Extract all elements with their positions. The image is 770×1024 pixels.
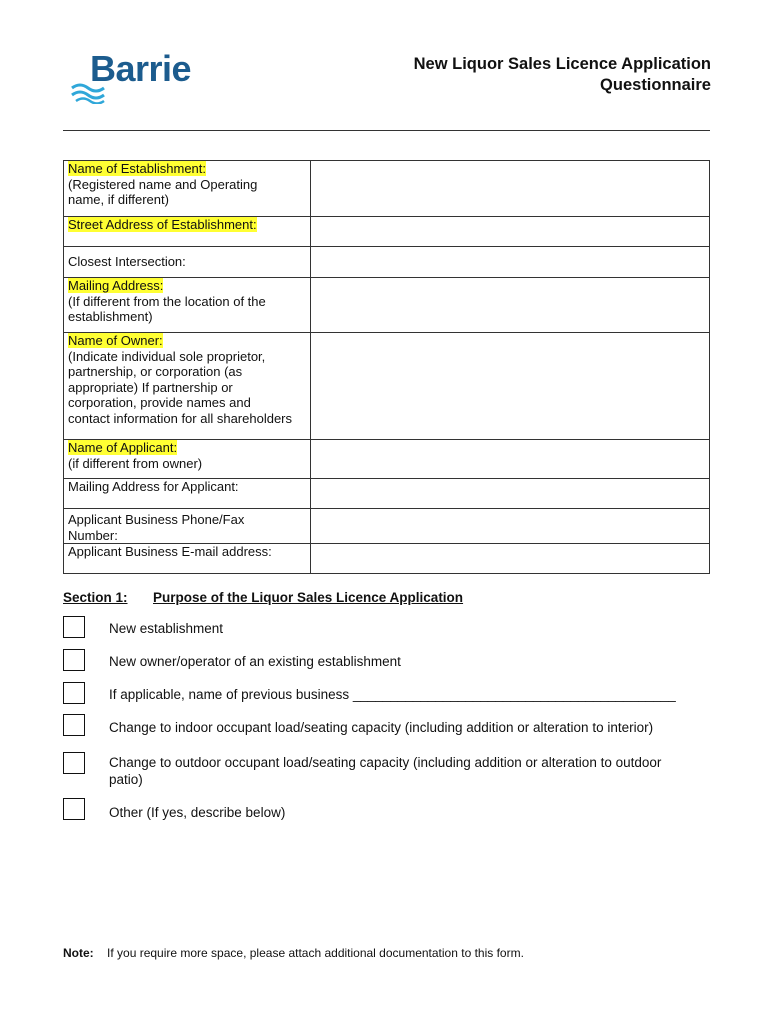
mailing-address-label <box>64 278 311 333</box>
table-row <box>64 247 710 278</box>
table-row <box>64 161 710 217</box>
logo-text: Barrie <box>90 48 192 89</box>
closest-intersection-input[interactable] <box>311 247 710 278</box>
other-checkbox[interactable] <box>63 798 85 820</box>
note-text: If you require more space, please attach additional documentation to this form. <box>107 946 524 960</box>
title-line-1: New Liquor Sales Licence Application <box>413 55 711 73</box>
field-hint: (Indicate individual sole proprietor, <box>68 348 266 364</box>
owner-name-label <box>64 333 311 440</box>
applicant-mailing-input[interactable] <box>311 479 710 509</box>
applicant-email-label <box>64 544 311 574</box>
section-number: Section 1: <box>63 590 128 605</box>
applicant-phone-label <box>64 509 311 544</box>
field-hint: partnership, or corporation (as <box>68 364 243 380</box>
table-row <box>64 479 710 509</box>
option-label: Other (If yes, describe below) <box>109 805 286 820</box>
table-row <box>64 278 710 333</box>
table-row <box>64 509 710 544</box>
closest-intersection-label <box>64 247 311 278</box>
establishment-name-input[interactable] <box>311 161 710 217</box>
field-hint: name, if different) <box>68 192 169 208</box>
indoor-capacity-checkbox[interactable] <box>63 714 85 736</box>
field-label: Applicant Business Phone/Fax <box>68 512 245 527</box>
outdoor-capacity-checkbox[interactable] <box>63 752 85 774</box>
applicant-phone-input[interactable] <box>311 509 710 544</box>
footnote <box>63 946 524 960</box>
applicant-name-input[interactable] <box>311 440 710 479</box>
section-1-heading <box>63 590 464 605</box>
section-title: Purpose of the Liquor Sales Licence Application <box>153 590 464 605</box>
field-hint: (Registered name and Operating <box>68 176 258 192</box>
title-line-2: Questionnaire <box>600 76 711 94</box>
street-address-input[interactable] <box>311 217 710 247</box>
field-label: Mailing Address for Applicant: <box>68 479 239 494</box>
option-label-line: Change to outdoor occupant load/seating capacity (including addition or alteration to outdoor <box>109 755 662 770</box>
field-label: Closest Intersection: <box>68 254 186 269</box>
table-row <box>64 440 710 479</box>
field-hint: contact information for all shareholders <box>68 410 293 426</box>
table-row <box>64 217 710 247</box>
option-label-line: patio) <box>109 772 143 787</box>
establishment-name-label <box>64 161 311 217</box>
field-label: Number: <box>68 527 118 543</box>
field-hint: appropriate) If partnership or <box>68 379 233 395</box>
table-row <box>64 333 710 440</box>
option-label: New owner/operator of an existing establishment <box>109 654 401 669</box>
note-key: Note: <box>63 946 94 960</box>
option-label <box>109 754 703 788</box>
owner-name-input[interactable] <box>311 333 710 440</box>
field-label: Street Address of Establishment: <box>68 217 257 232</box>
option-label: If applicable, name of previous business ___________________________________________ <box>109 687 676 702</box>
header-divider <box>63 130 710 131</box>
field-hint: (if different from owner) <box>68 455 203 471</box>
table-row <box>64 544 710 574</box>
applicant-name-label <box>64 440 311 479</box>
applicant-mailing-label <box>64 479 311 509</box>
new-owner-checkbox[interactable] <box>63 649 85 671</box>
field-hint: establishment) <box>68 309 153 325</box>
field-label: Name of Owner: <box>68 333 163 348</box>
barrie-logo <box>70 48 195 104</box>
field-hint: corporation, provide names and <box>68 395 251 411</box>
field-label: Name of Establishment: <box>68 161 207 176</box>
field-label: Name of Applicant: <box>68 440 178 455</box>
mailing-address-input[interactable] <box>311 278 710 333</box>
new-establishment-checkbox[interactable] <box>63 616 85 638</box>
wave-icon <box>70 82 110 104</box>
page-title <box>414 54 711 96</box>
field-label: Mailing Address: <box>68 278 164 293</box>
option-label: New establishment <box>109 621 224 636</box>
street-address-label <box>64 217 311 247</box>
previous-business-checkbox[interactable] <box>63 682 85 704</box>
field-label: Applicant Business E-mail address: <box>68 544 272 560</box>
option-label: Change to indoor occupant load/seating capacity (including addition or alteration to interior) <box>109 720 654 735</box>
applicant-email-input[interactable] <box>311 544 710 574</box>
establishment-info-table <box>63 160 710 574</box>
field-hint: (If different from the location of the <box>68 293 266 309</box>
